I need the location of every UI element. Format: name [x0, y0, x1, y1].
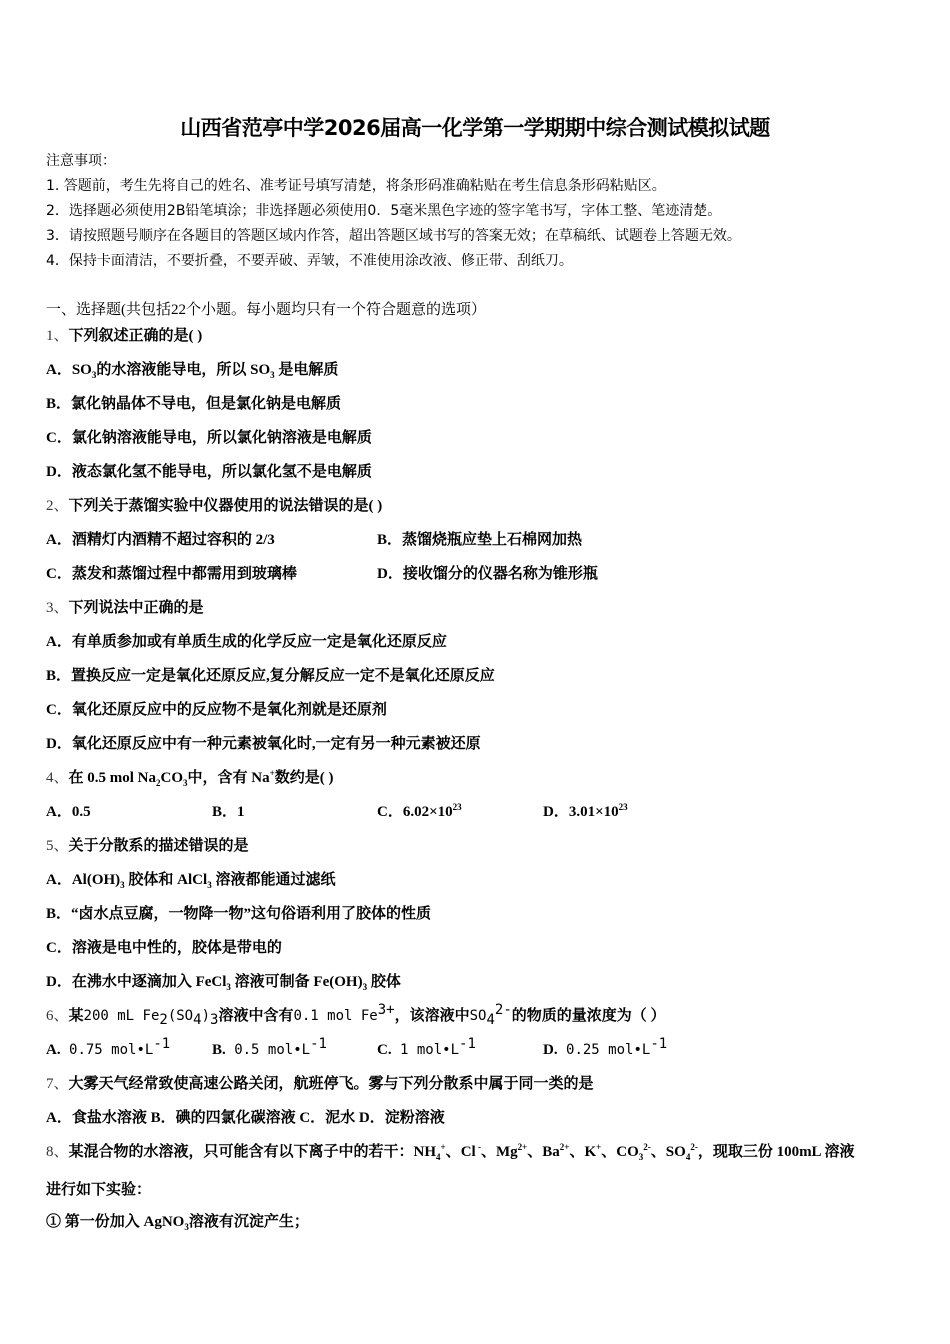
notice-item-3: 3．请按照题号顺序在各题目的答题区域内作答，超出答题区域书写的答案无效；在草稿纸、试题卷上答题无效。: [46, 228, 741, 244]
question-2-option-c: C．蒸发和蒸馏过程中都需用到玻璃棒: [46, 566, 297, 582]
question-3-option-a: A．有单质参加或有单质生成的化学反应一定是氧化还原反应: [46, 634, 447, 650]
notice-item-4: 4．保持卡面清洁，不要折叠，不要弄破、弄皱，不准使用涂改液、修正带、刮纸刀。: [46, 253, 573, 269]
notice-item-1: 1. 答题前，考生先将自己的姓名、准考证号填写清楚，将条形码准确粘贴在考生信息条形码粘贴区。: [46, 178, 666, 194]
notice-heading: 注意事项：: [46, 153, 116, 169]
question-3-stem: 3、下列说法中正确的是: [46, 600, 204, 616]
question-3-option-b: B．置换反应一定是氧化还原反应,复分解反应一定不是氧化还原反应: [46, 668, 495, 684]
question-6-option-b: B. 0.5 $mol•L^{-1}$: [212, 1036, 327, 1058]
question-5-stem: 5、关于分散系的描述错误的是: [46, 838, 249, 854]
question-8-step-1: ① 第一份加入 AgNO$_3$溶液有沉淀产生；: [46, 1214, 309, 1232]
question-2-option-a: A．酒精灯内酒精不超过容积的 2/3: [46, 532, 275, 548]
question-1-option-a: A．$SO_3$的水溶液能导电，所以 $SO_3$ 是电解质: [46, 362, 339, 380]
question-2-stem: 2、下列关于蒸馏实验中仪器使用的说法错误的是( ): [46, 498, 383, 514]
question-1-option-d: D．液态氯化氢不能导电，所以氯化氢不是电解质: [46, 464, 372, 480]
question-3-option-c: C．氧化还原反应中的反应物不是氧化剂就是还原剂: [46, 702, 387, 718]
question-4-stem: 4、在 0.5 mol $Na_2CO_3$中，含有 Na+数约是( ): [46, 768, 334, 788]
question-4-option-c: C．$6.02\times 10^{23}$: [377, 802, 462, 820]
question-6-option-c: C. 1 $mol•L^{-1}$: [377, 1036, 476, 1058]
question-1-option-b: B．氯化钠晶体不导电，但是氯化钠是电解质: [46, 396, 342, 412]
notice-item-2: 2．选择题必须使用2B铅笔填涂；非选择题必须使用0．5毫米黑色字迹的签字笔书写，字体工整、笔迹清楚。: [46, 203, 722, 219]
question-7-options: A．食盐水溶液 B．碘的四氯化碳溶液 C．泥水 D．淀粉溶液: [46, 1110, 445, 1126]
question-5-option-d: D．在沸水中逐滴加入 FeCl$_3$ 溶液可制备 $Fe(OH)_3$ 胶体: [46, 974, 401, 992]
question-4-option-d: D．$3.01\times 10^{23}$: [543, 802, 628, 820]
question-6-option-d: D. 0.25 $mol•L^{-1}$: [543, 1036, 668, 1058]
question-5-option-a: A．$Al(OH)_3$ 胶体和 AlCl$_3$ 溶液都能通过滤纸: [46, 872, 336, 890]
question-7-stem: 7、大雾天气经常致使高速公路关闭，航班停飞。雾与下列分散系中属于同一类的是: [46, 1076, 594, 1092]
question-6-option-a: A. 0.75 $mol•L^{-1}$: [46, 1036, 171, 1058]
question-8-line-2: 进行如下实验：: [46, 1182, 152, 1198]
ion-list: $NH_4^+$、Cl -、$Mg^{2+}$、$Ba^{2+}$、K+、$CO_3^{2-}$、$SO_4^{2-}$: [413, 1142, 698, 1162]
question-8-stem: 8、某混合物的水溶液，只可能含有以下离子中的若干：$NH_4^+$、Cl -、$Mg^{2+}$、$Ba^{2+}$、K+、$CO_3^{2-}$、$SO_4^{2-}$，现取三份 100mL 溶液: [46, 1142, 855, 1162]
question-5-option-b: B．“卤水点豆腐，一物降一物”这句俗语利用了胶体的性质: [46, 906, 432, 922]
question-1-stem: 1、下列叙述正确的是( ): [46, 328, 203, 344]
page-title: 山西省范亭中学2026届高一化学第一学期期中综合测试模拟试题: [180, 116, 770, 140]
question-1-option-c: C．氯化钠溶液能导电，所以氯化钠溶液是电解质: [46, 430, 372, 446]
question-2-option-d: D．接收馏分的仪器名称为锥形瓶: [377, 566, 598, 582]
question-4-option-b: B．1: [212, 804, 245, 820]
question-6-stem: 6、某200 mL $Fe_2(SO_4)_3$溶液中含有0.1 mol $Fe^{3+}$，该溶液中$SO_4^{2-}$的物质的量浓度为（ ）: [46, 1002, 666, 1028]
question-2-option-b: B．蒸馏烧瓶应垫上石棉网加热: [377, 532, 583, 548]
question-5-option-c: C．溶液是电中性的，胶体是带电的: [46, 940, 282, 956]
question-4-option-a: A．0.5: [46, 804, 91, 820]
question-3-option-d: D．氧化还原反应中有一种元素被氧化时,一定有另一种元素被还原: [46, 736, 481, 752]
section-heading: 一、选择题(共包括22个小题。每小题均只有一个符合题意的选项）: [46, 302, 486, 318]
question-number: 1、: [46, 328, 69, 344]
